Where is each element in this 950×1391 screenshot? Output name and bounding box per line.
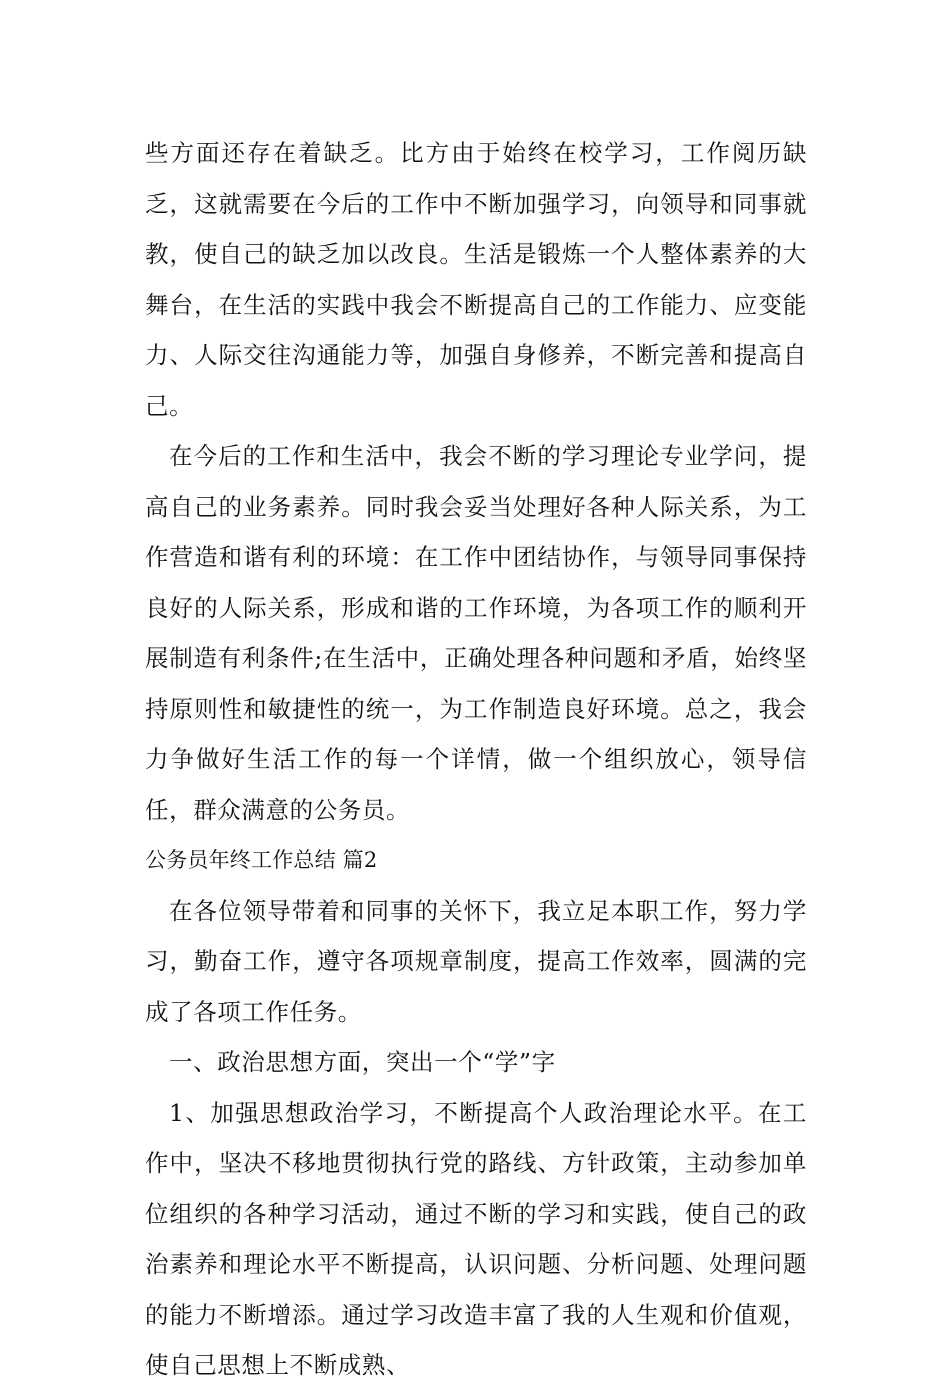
subheading-political-thought: 一、政治思想方面，突出一个“学”字 <box>169 1048 556 1076</box>
paragraph-future-plans: 在今后的工作和生活中，我会不断的学习理论专业学问，提高自己的业务素养。同时我会妥当处理好各种人际关系，为工作营造和谐有利的环境：在工作中团结协作，与领导同事保持良好的人际关系，形成和谐的工作环境，为各项工作的顺利开展制造有利条件;在生活中，正确处理各种问题和矛盾，始终坚持原则性和敏捷性的统一，为工作制造良好环境。总之，我会力争做好生活工作的每一个详情，做一个组织放心，领导信任，群众满意的公务员。 <box>145 442 807 824</box>
paragraph-item-1: 1、加强思想政治学习，不断提高个人政治理论水平。在工作中，坚决不移地贯彻执行党的路线、方针政策，主动参加单位组织的各种学习活动，通过不断的学习和实践，使自己的政治素养和理论水平不断提高，认识问题、分析问题、处理问题的能力不断增添。通过学习改造丰富了我的人生观和价值观，使自己思想上不断成熟、 <box>145 1098 807 1379</box>
paragraph-intro: 在各位领导带着和同事的关怀下，我立足本职工作，努力学习，勤奋工作，遵守各项规章制度，提高工作效率，圆满的完成了各项工作任务。 <box>145 896 807 1026</box>
section-heading: 公务员年终工作总结 篇2 <box>145 848 378 872</box>
paragraph-continuation: 些方面还存在着缺乏。比方由于始终在校学习，工作阅历缺乏，这就需要在今后的工作中不断加强学习，向领导和同事就教，使自己的缺乏加以改良。生活是锻炼一个人整体素养的大舞台，在生活的实践中我会不断提高自己的工作能力、应变能力、人际交往沟通能力等，加强自身修养，不断完善和提高自己。 <box>145 139 807 420</box>
document-body <box>145 128 807 1391</box>
